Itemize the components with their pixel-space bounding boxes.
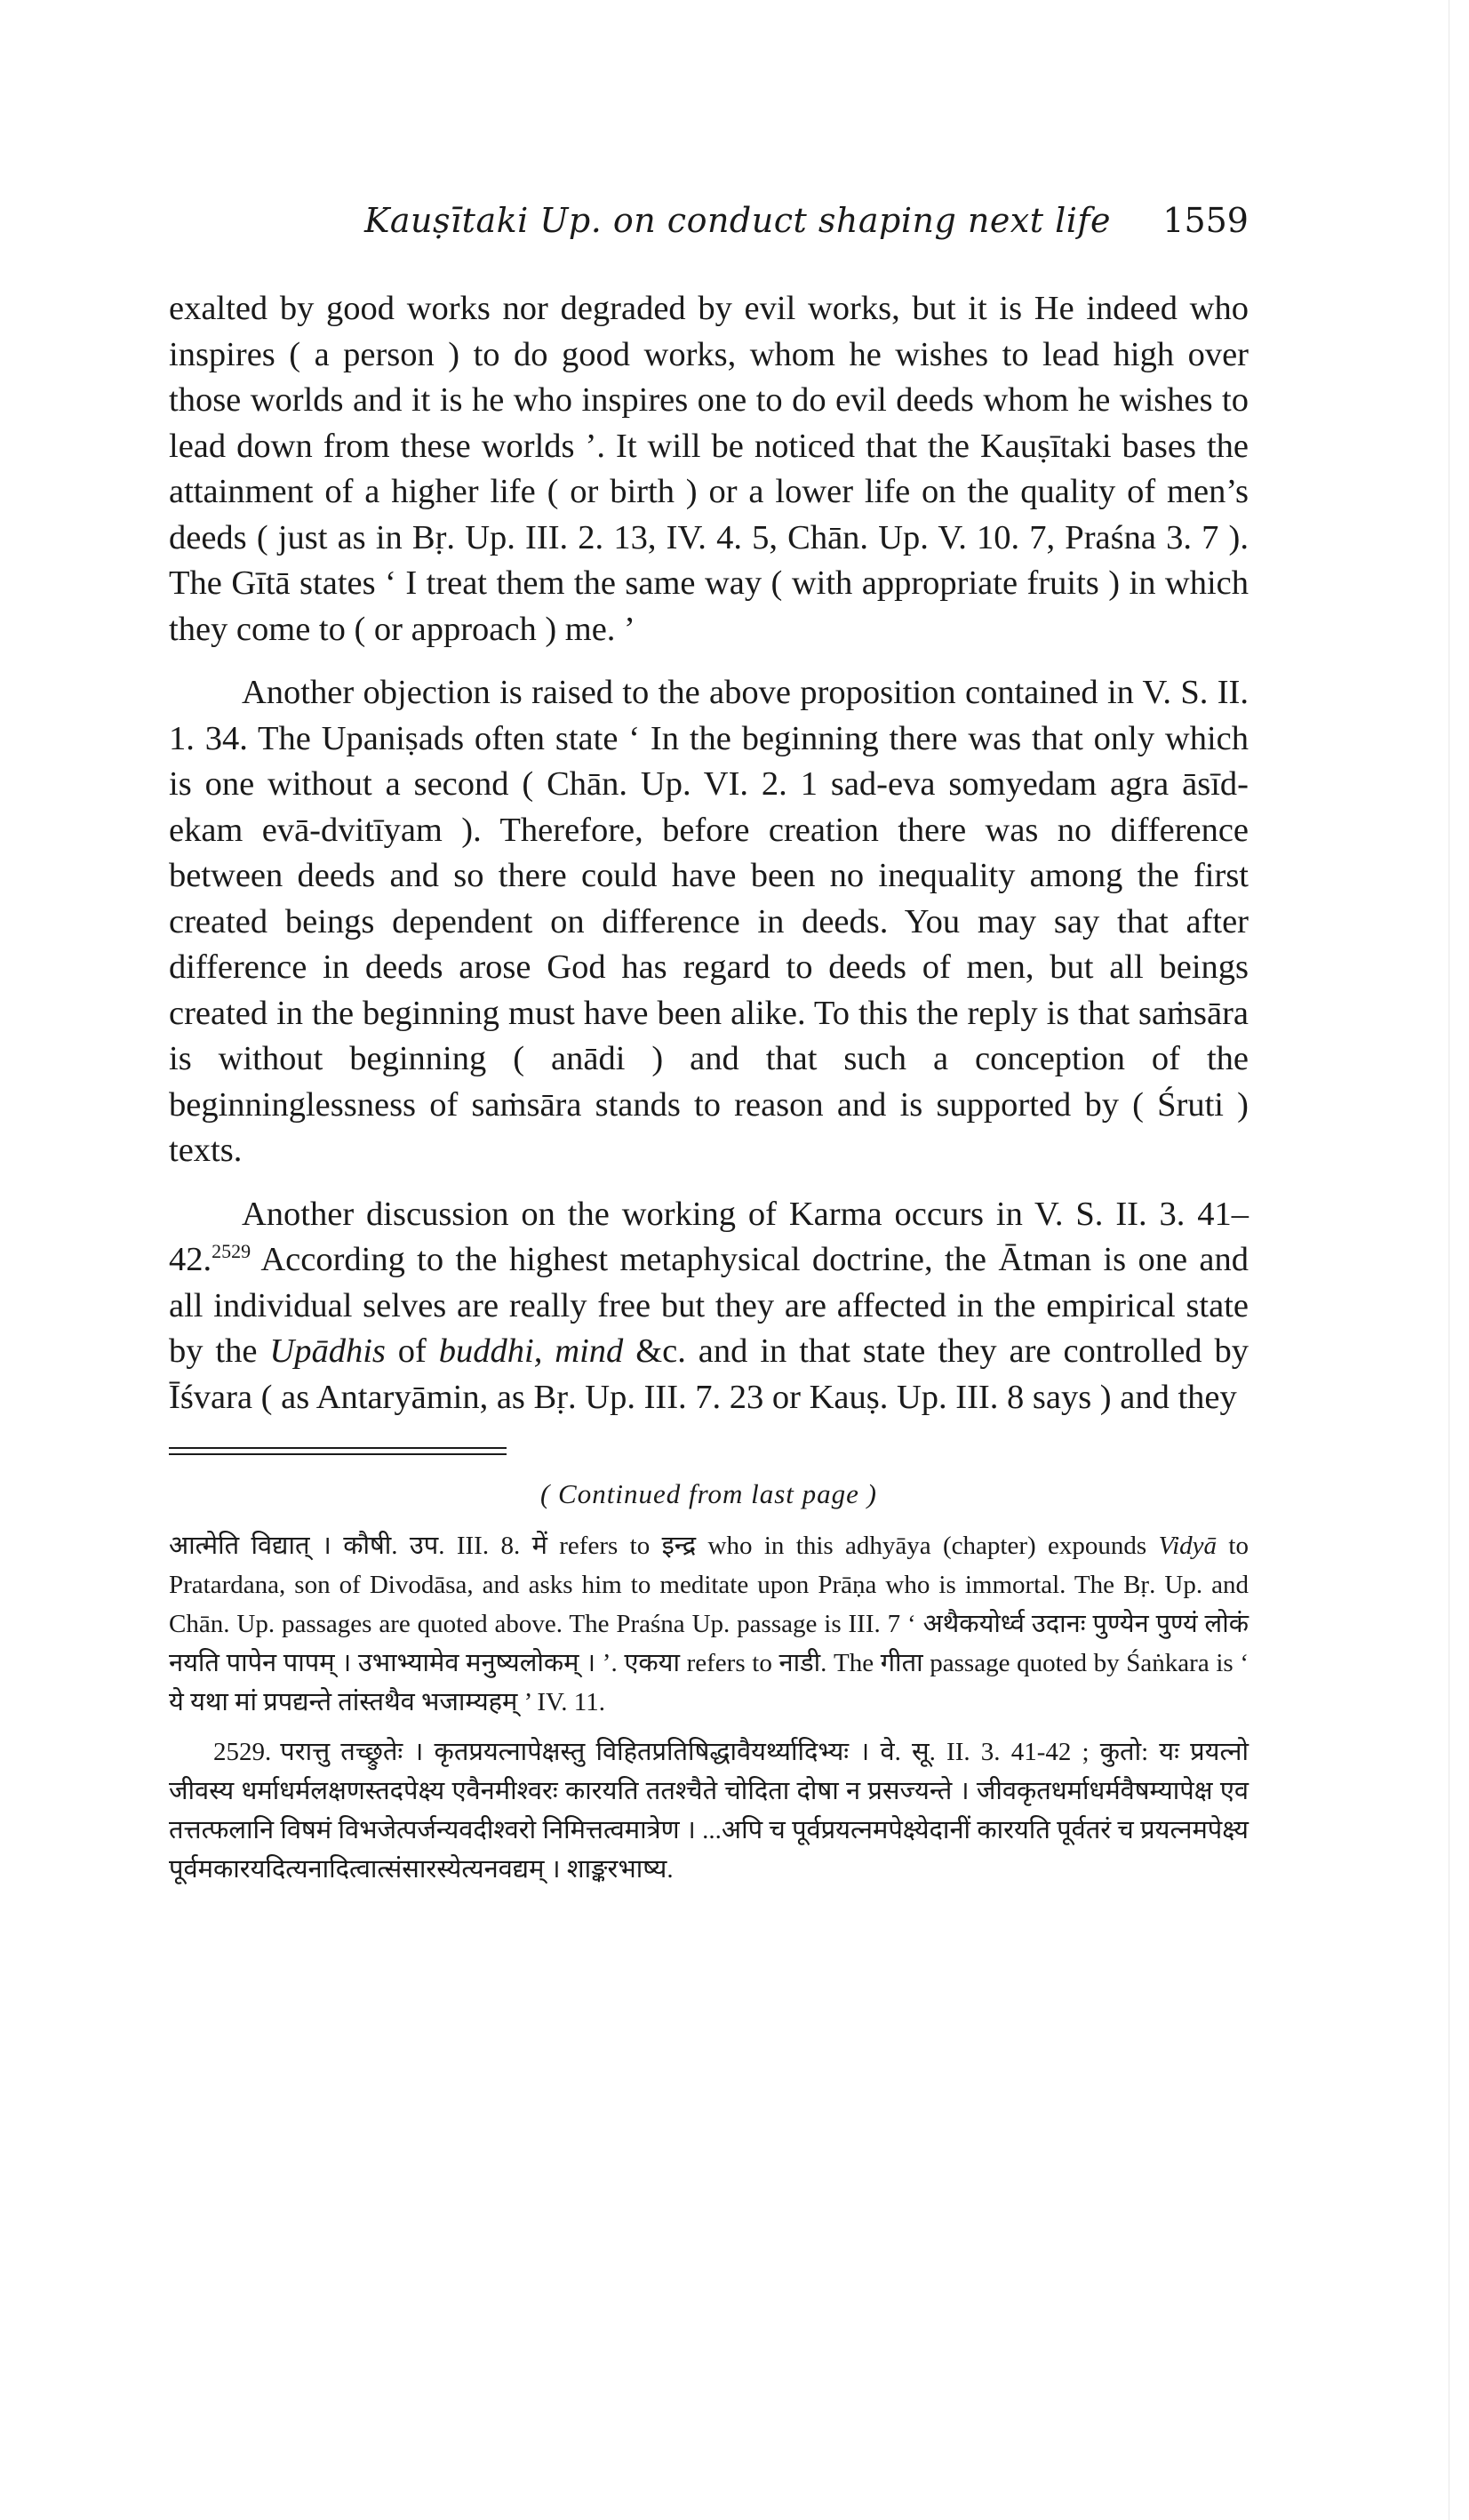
separator-rule-top (169, 1447, 507, 1449)
footnote-separator (169, 1447, 507, 1455)
book-page (169, 178, 1249, 1900)
footnote-1-text-b: to Pratardana, son of Divodāsa, and asks him to meditate upon Prāṇa who is immortal. The Bṛ. Up. and Chān. Up. passages are quoted above. The Praśna Up. passage is III. 7 ‘ अथैकयोर्ध्व उदानः पुण्येन पुण्यं लोकं नयति पापेन पापम् । उभाभ्यामेव मनुष्यलोकम् । ’. एकया refers to नाडी. The गीता passage quoted by Śaṅkara is ‘ ये यथा मां प्रपद्यन्ते तांस्तथैव भजाम्यहम् ’ IV. 11. (169, 1532, 1249, 1716)
paragraph-1: exalted by good works nor degraded by evil works, but it is He indeed who inspires ( a person ) to do good works, whom he wishes to lead high over those worlds and it is he who inspires one to do evil deeds whom he wishes to lead down from these worlds ’. It will be noticed that the Kauṣītaki bases the attainment of a higher life ( or birth ) or a lower life on the quality of men’s deeds ( just as in Bṛ. Up. III. 2. 13, IV. 4. 5, Chān. Up. V. 10. 7, Praśna 3. 7 ). The Gītā states ‘ I treat them the same way ( with appropriate fruits ) in which they come to ( or approach ) me. ’ (169, 290, 1249, 648)
buddhi-mind-term: buddhi, mind (438, 1332, 624, 1370)
paragraph-2: Another objection is raised to the above proposition contained in V. S. II. 1. 34. The Upaniṣads often state ‘ In the beginning there was that only which is one without a second ( Chān. Up. VI. 2. 1 sad-eva somyedam agra āsīd-ekam evā-dvitīyam ). Therefore, before creation there was no difference between deeds and so there could have been no inequality among the first created beings dependent on difference in deeds. You may say that after difference in deeds arose God has regard to deeds of men, but all beings created in the beginning must have been alike. To this the reply is that saṁsāra is without beginning ( anādi ) and that such a conception of the beginninglessness of saṁsāra stands to reason and is supported by ( Śruti ) texts. (169, 674, 1249, 1169)
vidya-term: Vidyā (1158, 1532, 1218, 1560)
footnote-number: 2529. (213, 1738, 272, 1766)
body-text (169, 286, 1249, 1420)
footnote-1-text-a: आत्मेति विद्यात् । कौषी. उप. III. 8. में refers to इन्द्र who in this adhyāya (chapter) expounds (169, 1532, 1159, 1560)
paragraph-3-text-a: According to the highest metaphysical doctrine, the Ātman is one and all individual selves are really free but they are affected in the empirical state by the (169, 1241, 1249, 1370)
continued-label: ( Continued from last page ) (539, 1478, 878, 1509)
separator-rule-bottom (169, 1453, 507, 1455)
paragraph-3-start: Another discussion on the working of Karma occurs in V. S. II. 3. 41–42. (169, 1195, 1249, 1278)
running-title: Kauṣītaki Up. on conduct shaping next life (364, 201, 1111, 240)
footnote-2529 (169, 1732, 1249, 1889)
footnote-reference[interactable]: 2529 (212, 1240, 251, 1263)
paragraph-3-text-b: of (385, 1332, 439, 1370)
footnote-2529-text: परात्तु तच्छ्रुतेः । कृतप्रयत्नापेक्षस्तु विहितप्रतिषिद्धावैयर्थ्यादिभ्यः । वे. सू. II. 3. 41-42 ; कुतो: यः प्रयत्नो जीवस्य धर्माधर्मलक्षणस्तदपेक्ष्य एवैनमीश्वरः कारयति ततश्चैते चोदिता दोषा न प्रसज्यन्ते । जीवकृतधर्माधर्मवैषम्यापेक्ष एव तत्तत्फलानि विषमं विभजेत्पर्जन्यवदीश्वरो निमित्तत्वमात्रेण । ...अपि च पूर्वप्रयत्नमपेक्ष्येदानीं कारयति पूर्वतरं च प्रयत्नमपेक्ष्य पूर्वमकारयदित्यनादित्वात्संसारस्येत्यनवद्यम् । शाङ्करभाष्य. (169, 1738, 1249, 1884)
footnotes (169, 1475, 1249, 1889)
footnote-continued (169, 1526, 1249, 1722)
page-number: 1559 (1162, 201, 1249, 240)
paragraph-3 (169, 1192, 1249, 1421)
paragraph-3-text-c: &c. and in that state they are controlled by Īśvara ( as Antaryāmin, as Bṛ. Up. III. 7. 23 or Kauṣ. Up. III. 8 says ) and they (169, 1332, 1249, 1416)
upadhis-term: Upādhis (269, 1332, 386, 1370)
running-head (169, 178, 1249, 240)
